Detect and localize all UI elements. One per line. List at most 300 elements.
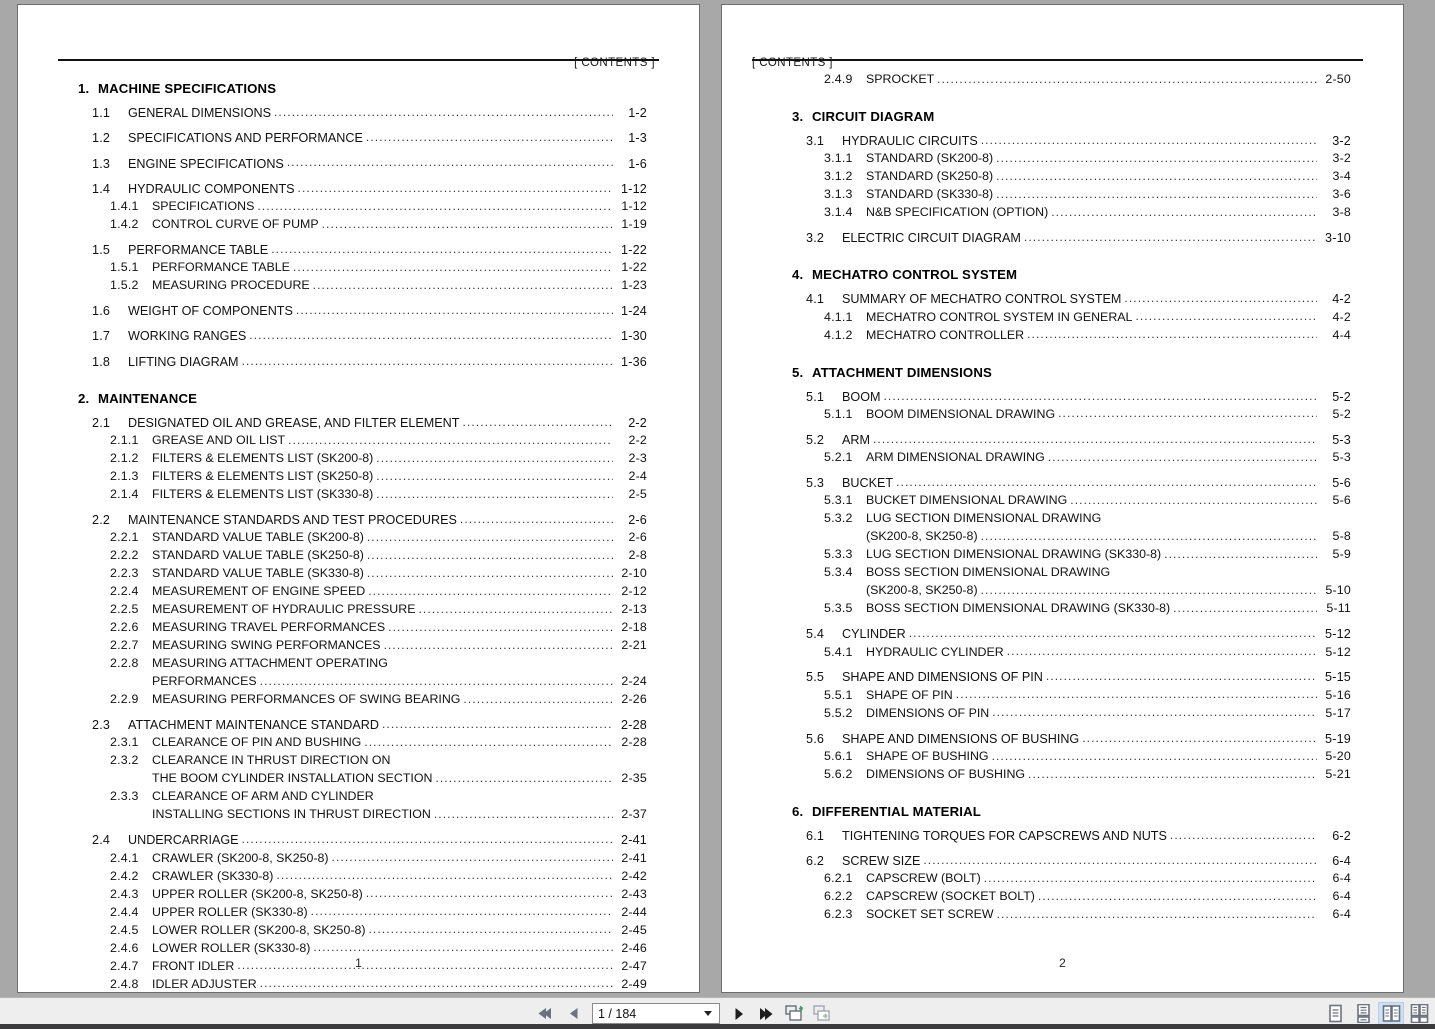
toc-leader-dots	[1070, 492, 1317, 509]
toc-entry-title: PERFORMANCES .....	[152, 673, 613, 691]
toc-entry-number: 5.5.2	[824, 705, 853, 720]
toc-leader-dots	[1164, 546, 1317, 563]
toc-entry[interactable]	[792, 449, 1351, 467]
toc-entry[interactable]	[78, 976, 647, 994]
toc-entry[interactable]	[792, 290, 1351, 308]
continuous-page-view-button[interactable]	[1350, 1002, 1376, 1026]
toc-entry-number: 1.5	[92, 242, 111, 257]
toc-entry[interactable]	[78, 277, 647, 295]
toc-entry[interactable]	[792, 474, 1351, 492]
toc-entry[interactable]	[78, 198, 647, 216]
toc-entry[interactable]	[792, 888, 1351, 906]
toc-entry-continuation[interactable]	[78, 806, 647, 824]
toc-entry-page: 2-8	[628, 548, 647, 563]
toc-leader-dots	[997, 906, 1317, 923]
toc-entry-title: STANDARD VALUE TABLE (SK250-8) .....	[152, 547, 613, 565]
next-page-button[interactable]	[729, 1004, 748, 1024]
toc-entry-title: STANDARD VALUE TABLE (SK330-8) .....	[152, 565, 613, 583]
toc-entry-page: 1-12	[621, 199, 647, 213]
toc-entry-number: 2.4.4	[110, 904, 139, 919]
toc-entry-number: 3.1.3	[824, 187, 853, 202]
toc-entry-title: LOWER ROLLER (SK330-8) .....	[152, 940, 613, 958]
toc-entry-page: 2-49	[621, 976, 647, 991]
toc-entry-title: MEASURING SWING PERFORMANCES .....	[152, 637, 613, 655]
toc-leader-dots	[257, 198, 613, 215]
toc-entry[interactable]	[78, 353, 647, 371]
toc-leader-dots	[992, 705, 1317, 722]
toc-entry[interactable]	[792, 406, 1351, 424]
toc-entry[interactable]	[78, 414, 647, 432]
toc-leader-dots	[435, 770, 613, 787]
toc-leader-dots	[242, 353, 613, 370]
toc-entry-page: 2-44	[621, 904, 647, 919]
toc-entry[interactable]	[78, 432, 647, 450]
toc-entry-title: PERFORMANCE TABLE .....	[128, 241, 613, 259]
toc-entry[interactable]	[792, 492, 1351, 510]
toc-entry-number: 3.1.4	[824, 205, 853, 220]
toc-entry-title: BUCKET DIMENSIONAL DRAWING .....	[866, 492, 1317, 510]
two-page-continuous-view-button[interactable]	[1406, 1002, 1432, 1026]
toc-entry[interactable]	[792, 186, 1351, 204]
toc-entry-title: THE BOOM CYLINDER INSTALLATION SECTION .....	[152, 770, 613, 788]
toc-entry-number: 1.4	[92, 181, 111, 196]
toc-entry[interactable]	[78, 619, 647, 637]
toc-entry-number: 3.1.1	[824, 151, 853, 166]
toc-entry-number: 2.1.2	[110, 451, 139, 466]
toc-entry[interactable]	[792, 204, 1351, 222]
toc-entry[interactable]	[792, 687, 1351, 705]
toc-entry-continuation[interactable]	[792, 528, 1351, 546]
toc-leader-dots	[883, 388, 1317, 405]
toc-entry-title: N&B SPECIFICATION (OPTION) .....	[866, 204, 1317, 222]
toc-leader-dots	[463, 691, 613, 708]
toc-leader-dots	[1058, 406, 1317, 423]
toc-entry[interactable]	[78, 904, 647, 922]
toc-entry-title: BOSS SECTION DIMENSIONAL DRAWING (SK330-8) .....	[866, 600, 1317, 618]
toc-leader-dots	[923, 852, 1317, 869]
toc-entry-title: SHAPE AND DIMENSIONS OF PIN .....	[842, 668, 1317, 686]
toc-entry-title: HYDRAULIC CIRCUITS .....	[842, 132, 1317, 150]
toc-entry[interactable]	[78, 511, 647, 529]
toc-entry[interactable]	[78, 129, 647, 147]
toc-entry-number: 5.6	[806, 731, 825, 746]
toc-entry-title: CONTROL CURVE OF PUMP .....	[152, 216, 613, 234]
toc-leader-dots	[366, 129, 613, 146]
toc-left[interactable]	[40, 81, 677, 994]
toc-entry-number: 5.5	[806, 670, 825, 685]
toc-entry-page: 6-4	[1332, 871, 1351, 886]
toc-leader-dots	[418, 601, 613, 618]
toc-leader-dots	[313, 277, 613, 294]
toc-entry[interactable]	[792, 852, 1351, 870]
toc-entry-title: FRONT IDLER .....	[152, 958, 613, 976]
toc-chapter-heading[interactable]	[78, 81, 647, 96]
toc-entry[interactable]	[78, 922, 647, 940]
toc-entry[interactable]	[78, 637, 647, 655]
page-folio-right: 2	[1059, 956, 1066, 970]
toc-entry-number: 2.1	[92, 415, 111, 430]
toc-entry-title: IDLER ADJUSTER .....	[152, 976, 613, 994]
toc-entry-page: 1-22	[621, 260, 647, 275]
toc-entry[interactable]	[78, 886, 647, 904]
toc-entry-title: MAINTENANCE STANDARDS AND TEST PROCEDURES .....	[128, 511, 613, 529]
toc-leader-dots	[242, 831, 613, 848]
toc-entry-number: 2.4.7	[110, 958, 139, 973]
toc-entry-page: 4-2	[1332, 292, 1351, 307]
toc-entry[interactable]	[78, 716, 647, 734]
toc-entry-number: 2.4.9	[824, 72, 853, 86]
toc-leader-dots	[1170, 827, 1317, 844]
toc-entry[interactable]	[78, 104, 647, 122]
toc-entry-number: 2.2.1	[110, 530, 139, 545]
toc-entry[interactable]	[792, 600, 1351, 618]
toc-entry[interactable]	[792, 510, 1351, 528]
toc-leader-dots	[276, 868, 613, 885]
toc-entry[interactable]	[78, 788, 647, 806]
toc-entry[interactable]	[78, 259, 647, 277]
toc-entry-page: 3-2	[1332, 133, 1351, 148]
toc-entry-number: 1.4.1	[110, 199, 139, 213]
toc-entry[interactable]	[78, 529, 647, 547]
toc-entry-title: INSTALLING SECTIONS IN THRUST DIRECTION .....	[152, 806, 613, 824]
toc-leader-dots	[996, 150, 1317, 167]
toc-leader-dots	[293, 259, 613, 276]
toc-entry-page: 5-10	[1325, 583, 1351, 598]
toc-entry-page: 1-3	[628, 131, 647, 146]
toc-entry-number: 6.1	[806, 828, 825, 843]
page-number-input[interactable]	[592, 1003, 720, 1024]
toc-chapter-heading[interactable]	[792, 109, 1351, 124]
toc-entry-continuation[interactable]	[792, 582, 1351, 600]
toc-entry-number: 6.2.3	[824, 907, 853, 922]
toc-entry[interactable]	[792, 327, 1351, 345]
viewer-toolbar	[0, 997, 1435, 1029]
toc-entry-page: 2-45	[621, 922, 647, 937]
toc-leader-dots	[332, 850, 613, 867]
toc-entry-title: WORKING RANGES .....	[128, 327, 613, 345]
toc-entry-page: 3-8	[1332, 205, 1351, 220]
toc-leader-dots	[937, 71, 1317, 88]
toc-entry-page: 5-15	[1324, 670, 1351, 685]
toc-entry[interactable]	[792, 388, 1351, 406]
toc-leader-dots	[364, 734, 613, 751]
toc-entry-page: 2-24	[621, 674, 647, 689]
toc-entry-page: 2-46	[621, 940, 647, 955]
toc-entry-number: 2.2.8	[110, 656, 139, 671]
toc-leader-dots	[368, 922, 613, 939]
single-page-view-button[interactable]	[1322, 1002, 1348, 1026]
page-folio-left: 1	[355, 956, 362, 970]
toc-entry-title: ARM .....	[842, 431, 1317, 449]
toc-entry[interactable]	[792, 730, 1351, 748]
toc-entry[interactable]	[792, 644, 1351, 662]
toc-entry-title: (SK200-8, SK250-8) .....	[866, 528, 1317, 546]
toc-entry-page: 2-28	[620, 718, 647, 733]
toc-entry-title: SCREW SIZE .....	[842, 852, 1317, 870]
toc-entry-title: SHAPE OF BUSHING .....	[866, 748, 1317, 766]
toc-entry-number: 5.1	[806, 389, 825, 404]
toc-entry-page: 2-13	[621, 602, 647, 617]
toc-entry-number: 2.4.6	[110, 940, 139, 955]
toc-entry-page: 5-3	[1332, 432, 1351, 447]
toc-entry-title: LUG SECTION DIMENSIONAL DRAWING	[866, 511, 1102, 526]
toc-chapter-heading[interactable]	[792, 804, 1351, 819]
toc-leader-dots	[311, 904, 613, 921]
toc-entry-page: 5-12	[1325, 644, 1351, 659]
toc-entry-number: 5.3.5	[824, 601, 853, 616]
toc-entry-page: 5-3	[1332, 450, 1351, 465]
toc-entry-number: 2.2.5	[110, 602, 139, 617]
toc-entry[interactable]	[78, 940, 647, 958]
toc-entry[interactable]	[78, 831, 647, 849]
toc-entry-page: 6-4	[1332, 854, 1351, 869]
toc-leader-dots	[996, 186, 1317, 203]
toc-entry[interactable]	[78, 450, 647, 468]
two-page-view-button[interactable]	[1378, 1002, 1404, 1026]
toc-entry-number: 1.1	[92, 106, 111, 120]
previous-page-button[interactable]	[564, 1004, 583, 1024]
toc-entry-continuation[interactable]	[78, 673, 647, 691]
toc-entry[interactable]	[78, 850, 647, 868]
toc-leader-dots	[384, 637, 613, 654]
toc-entry[interactable]	[792, 668, 1351, 686]
toc-entry-title: STANDARD (SK250-8) .....	[866, 168, 1317, 186]
toc-entry-page: 2-4	[628, 469, 647, 484]
toc-entry-number: 5.3.2	[824, 511, 853, 526]
toc-entry-title: CLEARANCE IN THRUST DIRECTION ON	[152, 753, 391, 768]
toc-entry[interactable]	[792, 132, 1351, 150]
toc-leader-dots	[367, 565, 613, 582]
toc-entry-number: 5.3	[806, 476, 825, 491]
toc-entry-title: UNDERCARRIAGE .....	[128, 831, 613, 849]
toc-leader-dots	[1048, 449, 1317, 466]
toc-entry-title: LUG SECTION DIMENSIONAL DRAWING (SK330-8) .....	[866, 546, 1317, 564]
toc-entry-number: 2.4.1	[110, 850, 139, 865]
toc-entry-title: ATTACHMENT MAINTENANCE STANDARD .....	[128, 716, 613, 734]
toc-leader-dots	[1082, 730, 1317, 747]
toc-entry-title: CRAWLER (SK330-8) .....	[152, 868, 613, 886]
toc-entry-page: 5-19	[1324, 731, 1351, 746]
toc-entry-title: DIMENSIONS OF BUSHING .....	[866, 766, 1317, 784]
toc-leader-dots	[1024, 229, 1317, 246]
toc-entry-title: GENERAL DIMENSIONS .....	[128, 104, 613, 122]
toc-entry[interactable]	[78, 180, 647, 198]
toc-chapter-heading[interactable]	[792, 267, 1351, 282]
toc-entry-page: 5-2	[1332, 406, 1351, 421]
toc-entry-page: 6-4	[1332, 907, 1351, 922]
toc-entry-number: 1.4.2	[110, 216, 139, 231]
toc-entry-number: 2.4	[92, 833, 111, 848]
toc-leader-dots	[287, 155, 613, 172]
toc-entry-page: 6-4	[1332, 889, 1351, 904]
toc-entry-title: ARM DIMENSIONAL DRAWING .....	[866, 449, 1317, 467]
toc-entry-page: 1-30	[620, 329, 647, 344]
toc-entry-number: 1.7	[92, 329, 111, 344]
toc-entry-number: 2.1.4	[110, 487, 139, 502]
toc-entry-page: 3-2	[1332, 151, 1351, 166]
toc-entry-continuation[interactable]	[78, 770, 647, 788]
toc-entry-title: CLEARANCE OF PIN AND BUSHING .....	[152, 734, 613, 752]
toc-entry-page: 2-18	[621, 620, 647, 635]
toc-chapter-number: 4.	[792, 267, 804, 283]
toc-leader-dots	[460, 511, 613, 528]
toc-entry-number: 4.1	[806, 292, 825, 307]
toc-entry[interactable]	[792, 71, 1351, 89]
page-right[interactable]	[722, 5, 1403, 992]
toc-entry[interactable]	[78, 565, 647, 583]
toc-entry[interactable]	[78, 752, 647, 770]
toc-entry[interactable]	[792, 827, 1351, 845]
toc-leader-dots	[367, 529, 613, 546]
toc-entry[interactable]	[792, 748, 1351, 766]
toc-leader-dots	[462, 414, 613, 431]
toc-entry[interactable]	[78, 601, 647, 619]
toc-entry-number: 2.3.2	[110, 753, 139, 768]
toc-leader-dots	[368, 583, 613, 600]
toc-entry-title: GREASE AND OIL LIST .....	[152, 432, 613, 450]
toc-entry[interactable]	[792, 625, 1351, 643]
toc-entry-page: 4-4	[1332, 327, 1351, 342]
toc-entry[interactable]	[78, 868, 647, 886]
toc-entry-number: 6.2.2	[824, 889, 853, 904]
toc-chapter-heading[interactable]	[792, 365, 1351, 380]
toc-entry-page: 1-6	[628, 156, 647, 171]
toc-leader-dots	[909, 625, 1317, 642]
toc-leader-dots	[298, 180, 613, 197]
toc-entry-number: 2.2.2	[110, 548, 139, 563]
toc-entry[interactable]	[78, 241, 647, 259]
toc-entry-page: 2-41	[620, 833, 647, 848]
toc-entry-number: 6.2.1	[824, 871, 853, 886]
toc-entry-number: 2.1.3	[110, 469, 139, 484]
toc-entry-page: 1-36	[620, 354, 647, 369]
toc-entry-number: 5.5.1	[824, 687, 853, 702]
toc-chapter-title: MAINTENANCE	[98, 390, 198, 406]
toc-entry[interactable]	[78, 302, 647, 320]
chevron-down-icon[interactable]	[704, 1011, 712, 1016]
toc-entry-title: DIMENSIONS OF PIN .....	[866, 705, 1317, 723]
toc-entry[interactable]	[78, 468, 647, 486]
toc-entry-number: 1.5.1	[110, 260, 139, 275]
toc-entry-page: 5-2	[1332, 389, 1351, 404]
toc-entry-number: 5.2	[806, 432, 825, 447]
toc-entry[interactable]	[792, 564, 1351, 582]
page-left[interactable]	[18, 5, 699, 992]
toc-leader-dots	[296, 302, 613, 319]
toc-entry[interactable]	[78, 486, 647, 504]
toc-entry[interactable]	[78, 655, 647, 673]
toc-entry-page: 5-12	[1324, 627, 1351, 642]
toc-entry[interactable]	[792, 229, 1351, 247]
toc-entry[interactable]	[792, 766, 1351, 784]
go-back-view-icon[interactable]	[785, 1004, 804, 1024]
toc-leader-dots	[249, 327, 613, 344]
toc-entry-page: 1-2	[628, 106, 647, 120]
toc-entry[interactable]	[78, 734, 647, 752]
toc-entry-title: FILTERS & ELEMENTS LIST (SK250-8) .....	[152, 468, 613, 486]
toc-chapter-number: 5.	[792, 364, 804, 380]
go-forward-view-icon[interactable]	[813, 1004, 832, 1024]
toc-entry[interactable]	[792, 705, 1351, 723]
toc-leader-dots	[313, 940, 613, 957]
toc-entry-page: 2-28	[621, 735, 647, 750]
toc-entry-number: 5.6.1	[824, 748, 853, 763]
toc-entry-number: 1.3	[92, 156, 111, 171]
toc-entry-number: 1.5.2	[110, 278, 139, 293]
toc-entry-title: CAPSCREW (SOCKET BOLT) .....	[866, 888, 1317, 906]
toc-entry[interactable]	[792, 150, 1351, 168]
toc-leader-dots	[434, 806, 613, 823]
toc-entry-title: (SK200-8, SK250-8) .....	[866, 582, 1317, 600]
toc-chapter-heading[interactable]	[78, 391, 647, 406]
first-page-button[interactable]	[536, 1004, 555, 1024]
toc-entry[interactable]	[792, 431, 1351, 449]
toc-entry[interactable]	[78, 691, 647, 709]
toc-entry-title: LIFTING DIAGRAM .....	[128, 353, 613, 371]
header-rule-left	[58, 59, 659, 61]
toc-entry-title: HYDRAULIC COMPONENTS .....	[128, 180, 613, 198]
toc-entry-page: 2-35	[621, 771, 647, 786]
toc-entry-title: CYLINDER .....	[842, 625, 1317, 643]
toc-entry-title: ELECTRIC CIRCUIT DIAGRAM .....	[842, 229, 1317, 247]
toc-entry-number: 2.3	[92, 718, 111, 733]
toc-entry[interactable]	[78, 155, 647, 173]
toc-entry-page: 2-2	[628, 415, 647, 430]
toc-leader-dots	[956, 687, 1317, 704]
toc-leader-dots	[1124, 290, 1317, 307]
toc-leader-dots	[388, 619, 613, 636]
toc-entry-title: SPECIFICATIONS AND PERFORMANCE .....	[128, 129, 613, 147]
toc-entry-title: SHAPE AND DIMENSIONS OF BUSHING .....	[842, 730, 1317, 748]
toc-entry-title: UPPER ROLLER (SK330-8) .....	[152, 904, 613, 922]
toc-entry-page: 2-2	[628, 433, 647, 448]
page-number-value: 1 / 184	[598, 1006, 637, 1021]
toc-entry-title: SUMMARY OF MECHATRO CONTROL SYSTEM .....	[842, 290, 1317, 308]
last-page-button[interactable]	[757, 1004, 776, 1024]
toc-entry-page: 1-24	[620, 304, 647, 319]
toc-entry[interactable]	[78, 216, 647, 234]
toc-leader-dots	[366, 886, 613, 903]
toc-right[interactable]	[744, 71, 1381, 924]
toc-leader-dots	[376, 450, 613, 467]
toc-entry-number: 2.2.3	[110, 566, 139, 581]
toc-entry[interactable]	[792, 309, 1351, 327]
toc-leader-dots	[1007, 644, 1317, 661]
toc-entry-page: 5-17	[1325, 705, 1351, 720]
toc-leader-dots	[260, 673, 613, 690]
toc-entry-title: SPECIFICATIONS .....	[152, 198, 613, 216]
toc-entry-title: FILTERS & ELEMENTS LIST (SK330-8) .....	[152, 486, 613, 504]
toc-entry-title: MEASURING PERFORMANCES OF SWING BEARING .....	[152, 691, 613, 709]
toc-entry-title: CRAWLER (SK200-8, SK250-8) .....	[152, 850, 613, 868]
toc-entry-number: 2.1.1	[110, 433, 139, 448]
toc-entry-page: 5-11	[1326, 601, 1351, 616]
toc-entry[interactable]	[78, 547, 647, 565]
toc-entry-title: STANDARD VALUE TABLE (SK200-8) .....	[152, 529, 613, 547]
toc-entry[interactable]	[78, 583, 647, 601]
toc-entry[interactable]	[792, 906, 1351, 924]
toc-entry[interactable]	[78, 327, 647, 345]
toc-entry[interactable]	[792, 870, 1351, 888]
toc-leader-dots	[981, 528, 1317, 545]
toc-entry-title: SHAPE OF PIN .....	[866, 687, 1317, 705]
toc-entry[interactable]	[792, 546, 1351, 564]
toc-entry[interactable]	[792, 168, 1351, 186]
toc-entry-number: 1.2	[92, 131, 111, 146]
toc-entry-title: MEASURING TRAVEL PERFORMANCES .....	[152, 619, 613, 637]
toc-leader-dots	[992, 748, 1317, 765]
toc-entry-page: 2-26	[621, 692, 647, 707]
